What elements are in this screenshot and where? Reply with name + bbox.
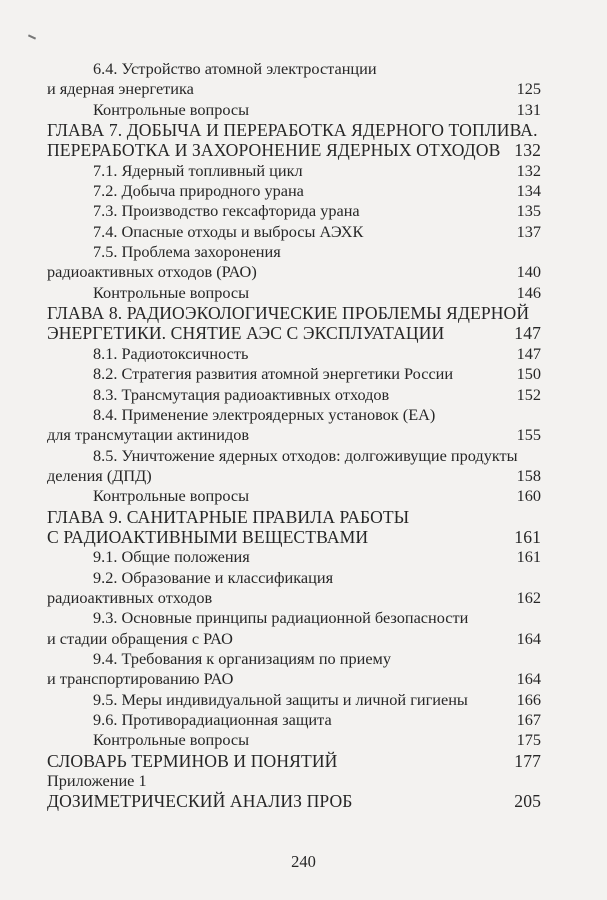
toc-entry — [47, 59, 541, 79]
toc-entry-page: 146 — [516, 282, 541, 302]
toc-entry — [47, 181, 541, 201]
toc-entry-title: С РАДИОАКТИВНЫМИ ВЕЩЕСТВАМИ — [47, 526, 369, 547]
toc-entry-title: 9.5. Меры индивидуальной защиты и личной гигиены — [93, 689, 468, 709]
toc-entry-page: 162 — [516, 587, 541, 607]
toc-entry-title: 7.5. Проблема захоронения — [93, 242, 281, 262]
toc-entry — [47, 629, 541, 649]
toc-entry-title: деления (ДПД) — [47, 465, 152, 485]
toc-entry-page: 158 — [516, 465, 541, 485]
toc-entry-title: радиоактивных отходов — [47, 587, 213, 607]
toc-entry — [47, 79, 541, 99]
toc-entry-title: 9.4. Требования к организациям по приему — [93, 648, 391, 668]
toc-entry-title: Приложение 1 — [47, 771, 147, 791]
toc-entry-page: 161 — [516, 547, 541, 567]
toc-entry — [47, 161, 541, 181]
toc-entry — [47, 771, 541, 791]
toc-entry-title: ДОЗИМЕТРИЧЕСКИЙ АНАЛИЗ ПРОБ — [47, 791, 353, 812]
toc-entry — [47, 242, 541, 262]
toc-entry-title: 7.4. Опасные отходы и выбросы АЭХК — [93, 221, 364, 241]
toc-entry-title: для трансмутации актинидов — [47, 425, 250, 445]
toc-entry-title: ГЛАВА 9. САНИТАРНЫЕ ПРАВИЛА РАБОТЫ — [47, 506, 410, 527]
toc-entry — [47, 446, 541, 466]
scan-mark — [28, 34, 36, 39]
toc-entry — [47, 710, 541, 730]
toc-entry — [47, 364, 541, 384]
toc-entry-page: 177 — [514, 750, 541, 771]
toc-entry — [47, 283, 541, 303]
toc-entry-title: и транспортированию РАО — [47, 669, 234, 689]
toc-entry-title: 7.3. Производство гексафторида урана — [93, 201, 360, 221]
toc-entry-page: 155 — [516, 425, 541, 445]
toc-entry-page: 135 — [516, 201, 541, 221]
toc-chapter-entry — [47, 303, 541, 323]
toc-entry-title: 9.6. Противорадиационная защита — [93, 710, 332, 729]
toc-entry-page: 132 — [516, 160, 541, 180]
toc-entry-page: 137 — [516, 221, 541, 241]
toc-entry-title: 9.2. Образование и классификация — [93, 567, 334, 587]
toc-chapter-entry — [47, 751, 541, 771]
toc-entry-title: ПЕРЕРАБОТКА И ЗАХОРОНЕНИЕ ЯДЕРНЫХ ОТХОДОВ — [47, 140, 501, 161]
table-of-contents — [47, 59, 541, 812]
toc-entry — [47, 730, 541, 750]
toc-entry-page: 175 — [516, 730, 541, 750]
toc-chapter-entry — [47, 323, 541, 343]
toc-entry-page: 161 — [514, 526, 541, 547]
toc-entry — [47, 608, 541, 628]
toc-entry-title: Контрольные вопросы — [93, 486, 250, 506]
toc-entry-page: 150 — [516, 364, 541, 384]
page-number: 240 — [291, 852, 316, 871]
toc-entry-title: Контрольные вопросы — [93, 282, 250, 302]
toc-entry-title: и ядерная энергетика — [47, 79, 194, 99]
toc-entry-title: и стадии обращения с РАО — [47, 628, 233, 648]
toc-entry-page: 164 — [516, 628, 541, 648]
toc-entry — [47, 222, 541, 242]
toc-entry-title: 9.3. Основные принципы радиационной безопасности — [93, 608, 469, 628]
toc-entry-title: 7.1. Ядерный топливный цикл — [93, 160, 303, 180]
toc-entry — [47, 425, 541, 445]
toc-entry-title: ГЛАВА 8. РАДИОЭКОЛОГИЧЕСКИЕ ПРОБЛЕМЫ ЯДЕРНОЙ — [47, 303, 530, 324]
toc-entry — [47, 344, 541, 364]
toc-entry-title: СЛОВАРЬ ТЕРМИНОВ И ПОНЯТИЙ — [47, 750, 338, 771]
toc-chapter-entry — [47, 140, 541, 160]
toc-entry — [47, 385, 541, 405]
toc-entry-page: 125 — [516, 79, 541, 99]
toc-entry-page: 134 — [516, 181, 541, 201]
toc-entry-title: 7.2. Добыча природного урана — [93, 181, 304, 201]
toc-entry-page: 152 — [516, 384, 541, 404]
toc-entry-title: 8.3. Трансмутация радиоактивных отходов — [93, 384, 390, 404]
toc-entry-page: 205 — [514, 791, 541, 812]
toc-entry-title: Контрольные вопросы — [93, 730, 250, 750]
toc-entry — [47, 466, 541, 486]
toc-entry — [47, 405, 541, 425]
toc-entry-page: 131 — [516, 99, 541, 119]
toc-chapter-entry — [47, 791, 541, 811]
toc-entry-title: 8.5. Уничтожение ядерных отходов: долгоживущие продукты — [93, 445, 518, 465]
toc-entry-title: 8.1. Радиотоксичность — [93, 343, 249, 363]
toc-entry-page: 140 — [516, 262, 541, 282]
toc-entry-title: ГЛАВА 7. ДОБЫЧА И ПЕРЕРАБОТКА ЯДЕРНОГО ТОПЛИВА. — [47, 120, 538, 141]
toc-entry-title: радиоактивных отходов (РАО) — [47, 262, 257, 282]
toc-chapter-entry — [47, 507, 541, 527]
toc-entry-page: 147 — [516, 343, 541, 363]
toc-entry — [47, 100, 541, 120]
toc-entry-page: 166 — [516, 689, 541, 709]
toc-entry-page: 147 — [514, 323, 541, 344]
toc-entry — [47, 649, 541, 669]
toc-entry-page: 132 — [514, 140, 541, 161]
toc-entry — [47, 201, 541, 221]
toc-entry — [47, 568, 541, 588]
toc-entry — [47, 547, 541, 567]
toc-entry-page: 160 — [516, 486, 541, 506]
toc-entry-page: 167 — [516, 710, 541, 729]
toc-entry-title: ЭНЕРГЕТИКИ. СНЯТИЕ АЭС С ЭКСПЛУАТАЦИИ — [47, 323, 445, 344]
toc-entry-title: Контрольные вопросы — [93, 99, 250, 119]
toc-entry-title: 6.4. Устройство атомной электростанции — [93, 59, 377, 78]
toc-entry-page: 164 — [516, 669, 541, 689]
toc-entry — [47, 588, 541, 608]
toc-entry-title: 8.2. Стратегия развития атомной энергетики России — [93, 364, 454, 384]
toc-entry-title: 9.1. Общие положения — [93, 547, 250, 567]
toc-entry-title: 8.4. Применение электроядерных установок (ЕА) — [93, 404, 436, 424]
toc-entry — [47, 690, 541, 710]
toc-chapter-entry — [47, 120, 541, 140]
toc-entry — [47, 486, 541, 506]
toc-entry — [47, 262, 541, 282]
toc-chapter-entry — [47, 527, 541, 547]
toc-entry — [47, 669, 541, 689]
